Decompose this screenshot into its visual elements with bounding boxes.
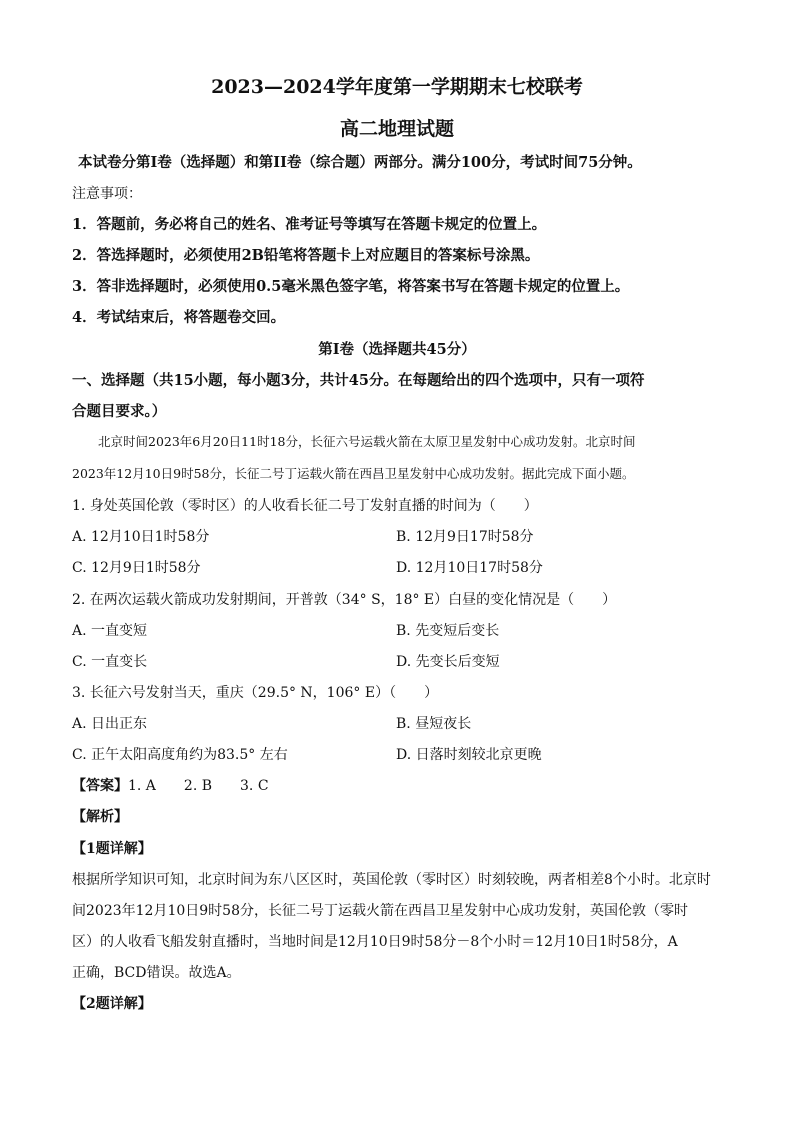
question-3-option-a: A. 日出正东: [72, 716, 148, 732]
q2-analysis-heading: 【2题详解】: [72, 996, 152, 1012]
passage-line-2: 2023年12月10日9时58分，长征二号丁运载火箭在西昌卫星发射中心成功发射。据此完成下面小题。: [72, 466, 635, 481]
notice-item-3: 3．答非选择题时，必须使用0.5毫米黑色签字笔，将答案书写在答题卡规定的位置上。: [72, 278, 630, 295]
question-1-option-d: D. 12月10日17时58分: [396, 560, 543, 576]
notice-heading: 注意事项：: [72, 186, 142, 202]
exam-intro: 本试卷分第I卷（选择题）和第II卷（综合题）两部分。满分100分，考试时间75分钟。: [78, 154, 642, 171]
question-1-option-a: A. 12月10日1时58分: [72, 529, 210, 545]
section-title: 第I卷（选择题共45分）: [318, 341, 476, 358]
exam-subtitle: 高二地理试题: [339, 118, 454, 140]
question-3-option-b: B. 昼短夜长: [396, 716, 472, 732]
question-2-option-b: B. 先变短后变长: [396, 623, 500, 639]
analysis-tag: 【解析】: [72, 809, 128, 825]
notice-item-4: 4．考试结束后，将答题卷交回。: [72, 309, 286, 326]
q1-analysis-line-2: 间2023年12月10日9时58分，长征二号丁运载火箭在西昌卫星发射中心成功发射，英国伦敦（零时: [72, 903, 688, 919]
q1-analysis-line-1: 根据所学知识可知，北京时间为东八区区时，英国伦敦（零时区）时刻较晚，两者相差8个小时。北京时: [72, 872, 711, 888]
question-2-option-c: C. 一直变长: [72, 654, 148, 670]
q1-analysis-line-4: 正确，BCD错误。故选A。: [72, 965, 241, 981]
question-1-stem: 1. 身处英国伦敦（零时区）的人收看长征二号丁发射直播的时间为（ ）: [72, 498, 538, 514]
q1-analysis-line-3: 区）的人收看飞船发射直播时，当地时间是12月10日9时58分－8个小时＝12月10日1时58分，A: [72, 934, 678, 950]
notice-item-1: 1．答题前，务必将自己的姓名、准考证号等填写在答题卡规定的位置上。: [72, 216, 547, 233]
question-2-stem: 2. 在两次运载火箭成功发射期间，开普敦（34° S，18° E）白昼的变化情况是（ ）: [72, 592, 617, 608]
exam-title: 2023—2024学年度第一学期期末七校联考: [211, 76, 583, 98]
question-3-option-d: D. 日落时刻较北京更晚: [396, 747, 542, 763]
answer-line: [72, 775, 269, 795]
question-1-option-b: B. 12月9日17时58分: [396, 529, 534, 545]
answer-text: 1. A 2. B 3. C: [128, 778, 269, 794]
section-instruction-line-2: 合题目要求。）: [72, 403, 167, 420]
question-1-option-c: C. 12月9日1时58分: [72, 560, 201, 576]
question-3-option-c: C. 正午太阳高度角约为83.5° 左右: [72, 747, 288, 763]
q1-analysis-heading: 【1题详解】: [72, 841, 152, 857]
section-instruction-line-1: 一、选择题（共15小题，每小题3分，共计45分。在每题给出的四个选项中，只有一项符: [72, 372, 645, 389]
notice-item-2: 2．答选择题时，必须使用2B铅笔将答题卡上对应题目的答案标号涂黑。: [72, 247, 540, 264]
question-3-stem: 3. 长征六号发射当天，重庆（29.5° N，106° E）（ ）: [72, 685, 439, 701]
question-2-option-a: A. 一直变短: [72, 623, 148, 639]
passage-line-1: 北京时间2023年6月20日11时18分，长征六号运载火箭在太原卫星发射中心成功发射。北京时间: [98, 434, 636, 449]
question-2-option-d: D. 先变长后变短: [396, 654, 500, 670]
answer-tag: 【答案】: [72, 778, 128, 794]
